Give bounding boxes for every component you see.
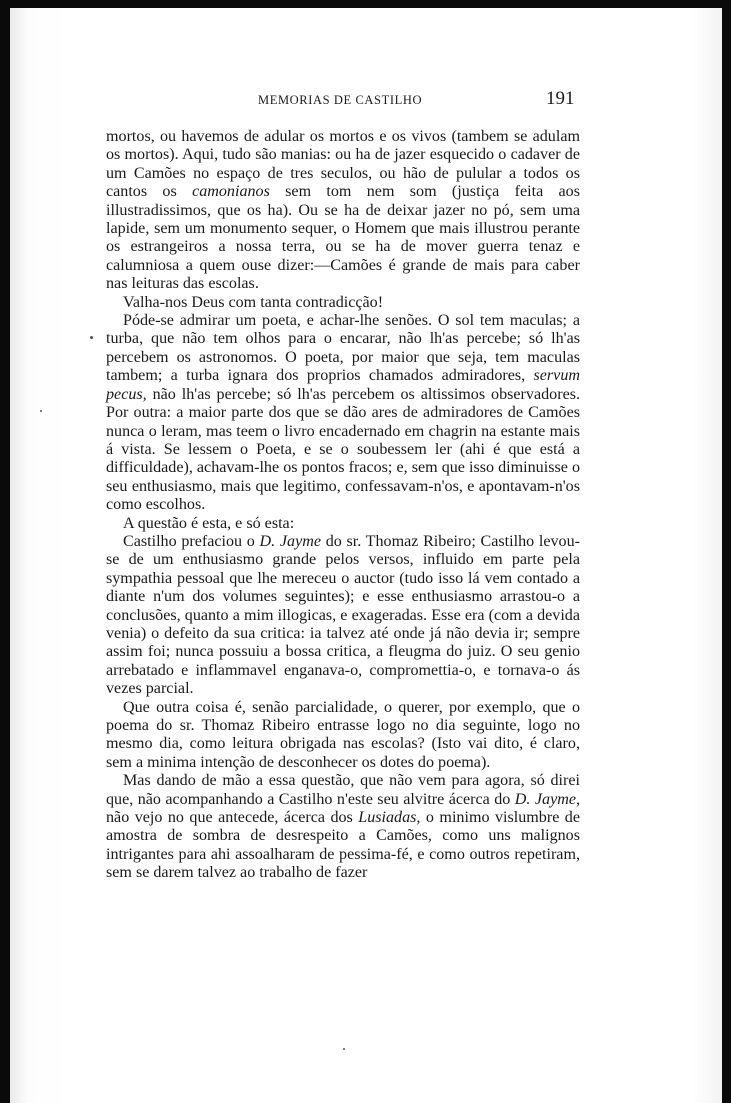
text-run: sem tom nem som (justiça feita aos illustradissimos, que os ha). Ou se ha de deixar jazer no pó, sem uma lapide, sem um monumento sequer, o Homem que mais illustrou perante os estrangeiros a nossa terra, ou se ha de mover guerra tenaz e calumniosa a quem ouse dizer:—Camões é grande de mais para caber nas leituras das escolas.: [106, 183, 580, 293]
body-text: [106, 128, 580, 883]
italic-text: D. Jayme: [259, 532, 321, 550]
paragraph: [106, 128, 580, 294]
scan-border-left: [0, 0, 10, 1103]
running-head: MEMORIAS DE CASTILHO: [258, 93, 423, 107]
text-run: do sr. Thomaz Ribeiro; Castilho levou-se de um enthusiasmo grande pelos versos, influido em parte pela sympathia pessoal que lhe mereceu o auctor (tudo isso lá vem contado a diante n'um dos volumes seguintes); e esse enthusiasmo arrastou-o a conclusões, quanto a mim illogicas, e exageradas. Esse era (com a devida venia) o defeito da sua critica: ia talvez até onde já não devia ir; sempre assim foi; nunca possuiu a bossa critica, a fleugma do juiz. O seu genio arrebatado e inflammavel enganava-o, compromettia-o, e tornava-o ás vezes parcial.: [106, 532, 580, 698]
ink-speck: [90, 336, 93, 339]
text-run: não vejo no que antecede, ácerca dos: [106, 809, 359, 827]
text-run: Que outra coisa é, senão parcialidade, o querer, por exemplo, que o poema do sr. Thomaz Ribeiro entrasse logo no dia seguinte, logo no mesmo dia, como leitura obrigada nas escolas? (Isto vai dito, é claro, sem a minima intenção de desconhecer os dotes do poema).: [106, 698, 580, 771]
text-run: mortos, ou havemos de adular os mortos e os vivos (tambem se adulam os mortos). Aqui, tudo são manias: ou ha de jazer esquecido o cadaver de um Camões no espaço de tres seculos, ou hão de pulular a todos os cantos os: [106, 128, 580, 201]
italic-text: servum pecus,: [106, 367, 580, 403]
text-run: Castilho prefaciou o: [123, 532, 260, 550]
ink-speck: [343, 1048, 345, 1050]
text-run: Mas dando de mão a essa questão, que não vem para agora, só direi que, não acompanhando a Castilho n'este seu alvitre ácerca do: [106, 772, 580, 808]
scan-border-top: [0, 0, 731, 8]
paragraph: [106, 533, 580, 699]
text-run: o minimo vislumbre de amostra de sombra de desrespeito a Camões, como uns malignos intrigantes para ahi assoalharam de pessima-fé, e como outros repetiram, sem se darem talvez ao trabalho de fazer: [106, 809, 580, 882]
paragraph: [106, 294, 580, 312]
italic-text: D. Jayme,: [514, 790, 581, 808]
paragraph: [106, 515, 580, 533]
ink-speck: [40, 410, 42, 412]
italic-text: Lusiadas,: [358, 809, 421, 827]
text-run: Valha-nos Deus com tanta contradicção!: [123, 293, 384, 311]
text-run: A questão é esta, e só esta:: [123, 514, 295, 532]
italic-text: camonianos: [192, 183, 270, 201]
page-number: 191: [546, 88, 575, 109]
scan-border-right: [722, 0, 731, 1103]
text-run: Póde-se admirar um poeta, e achar-lhe senões. O sol tem maculas; a turba, que não tem olhos para o encarar, não lh'as percebe; só lh'as percebem os astronomos. O poeta, por maior que seja, tem maculas tambem; a turba ignara dos proprios chamados admiradores,: [106, 312, 580, 385]
text-run: não lh'as percebe; só lh'as percebem os altissimos observadores. Por outra: a maior parte dos que se dão ares de admiradores de Camões nunca o leram, mas teem o livro encadernado em chagrin na estante mais á vista. Se lessem o Poeta, e se o soubessem ler (ahi é que está a difficuldade), achavam-lhe os pontos fracos; e, sem que isso diminuisse o seu enthusiasmo, mais que legitimo, confessavam-n'os, e apontavam-n'os como escolhos.: [106, 385, 580, 514]
page-header: [0, 88, 731, 112]
paragraph: [106, 772, 580, 882]
paragraph: [106, 312, 580, 514]
paragraph: [106, 699, 580, 773]
